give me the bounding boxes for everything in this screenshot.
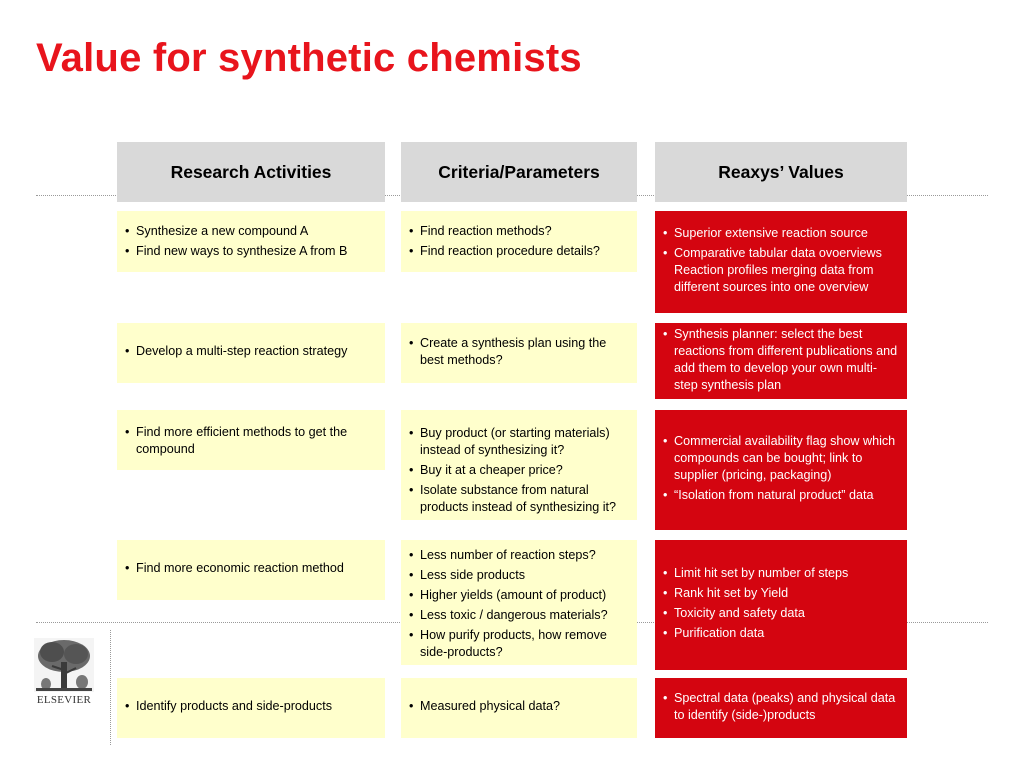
divider-vertical xyxy=(110,630,111,745)
list-item: • Limit hit set by number of steps xyxy=(663,565,848,582)
list-item: • Rank hit set by Yield xyxy=(663,585,848,602)
research-cell-4 xyxy=(117,540,385,600)
list-item: • Commercial availability flag show which compounds can be bought; link to supplier (pricing, packaging) xyxy=(663,433,899,484)
values-cell-3 xyxy=(655,410,907,530)
values-cell-1 xyxy=(655,211,907,313)
list-item: • Buy it at a cheaper price? xyxy=(409,462,637,479)
list-item: • Find reaction methods? xyxy=(409,223,629,240)
criteria-cell-5 xyxy=(401,678,637,738)
list-item: • Find reaction procedure details? xyxy=(409,243,629,260)
list-item: • “Isolation from natural product” data xyxy=(663,487,899,504)
research-cell-2 xyxy=(117,323,385,383)
list-item: • Toxicity and safety data xyxy=(663,605,848,622)
list-item: • Spectral data (peaks) and physical data to identify (side-)products xyxy=(663,690,899,724)
criteria-cell-2 xyxy=(401,323,637,383)
values-cell-2 xyxy=(655,323,907,399)
list-item: • Less side products xyxy=(409,567,629,584)
list-item: • Find more economic reaction method xyxy=(125,560,344,577)
research-cell-5 xyxy=(117,678,385,738)
list-item: • Find new ways to synthesize A from B xyxy=(125,243,377,260)
criteria-cell-1 xyxy=(401,211,637,272)
values-cell-4 xyxy=(655,540,907,670)
list-item: • Find more efficient methods to get the compound xyxy=(125,424,365,458)
list-item: • Less number of reaction steps? xyxy=(409,547,629,564)
list-item: • Identify products and side-products xyxy=(125,698,332,715)
list-item: • How purify products, how remove side-products? xyxy=(409,627,629,661)
criteria-cell-4 xyxy=(401,540,637,665)
research-cell-1 xyxy=(117,211,385,272)
list-item: • Measured physical data? xyxy=(409,698,560,715)
header-criteria-parameters: Criteria/Parameters xyxy=(401,142,637,202)
list-item: • Develop a multi-step reaction strategy xyxy=(125,343,347,360)
list-item: • Superior extensive reaction source xyxy=(663,225,901,242)
list-item: • Higher yields (amount of product) xyxy=(409,587,629,604)
list-item: • Synthesis planner: select the best reactions from different publications and add them to develop your own multi-step synthesis plan xyxy=(663,326,899,394)
list-item: • Synthesize a new compound A xyxy=(125,223,377,240)
header-reaxys-values: Reaxys’ Values xyxy=(655,142,907,202)
list-item: • Buy product (or starting materials) instead of synthesizing it? xyxy=(409,425,637,459)
values-cell-5 xyxy=(655,678,907,738)
elsevier-logo-text: ELSEVIER xyxy=(36,694,92,706)
list-item: • Purification data xyxy=(663,625,848,642)
header-research-activities: Research Activities xyxy=(117,142,385,202)
list-item: • Less toxic / dangerous materials? xyxy=(409,607,629,624)
page-title: Value for synthetic chemists xyxy=(36,36,582,80)
criteria-cell-3 xyxy=(401,410,637,520)
research-cell-3 xyxy=(117,410,385,470)
list-item: • Isolate substance from natural products instead of synthesizing it? xyxy=(409,482,637,516)
list-item: • Comparative tabular data ovoerviews Reaction profiles merging data from different sources into one overview xyxy=(663,245,901,296)
list-item: • Create a synthesis plan using the best methods? xyxy=(409,335,607,369)
